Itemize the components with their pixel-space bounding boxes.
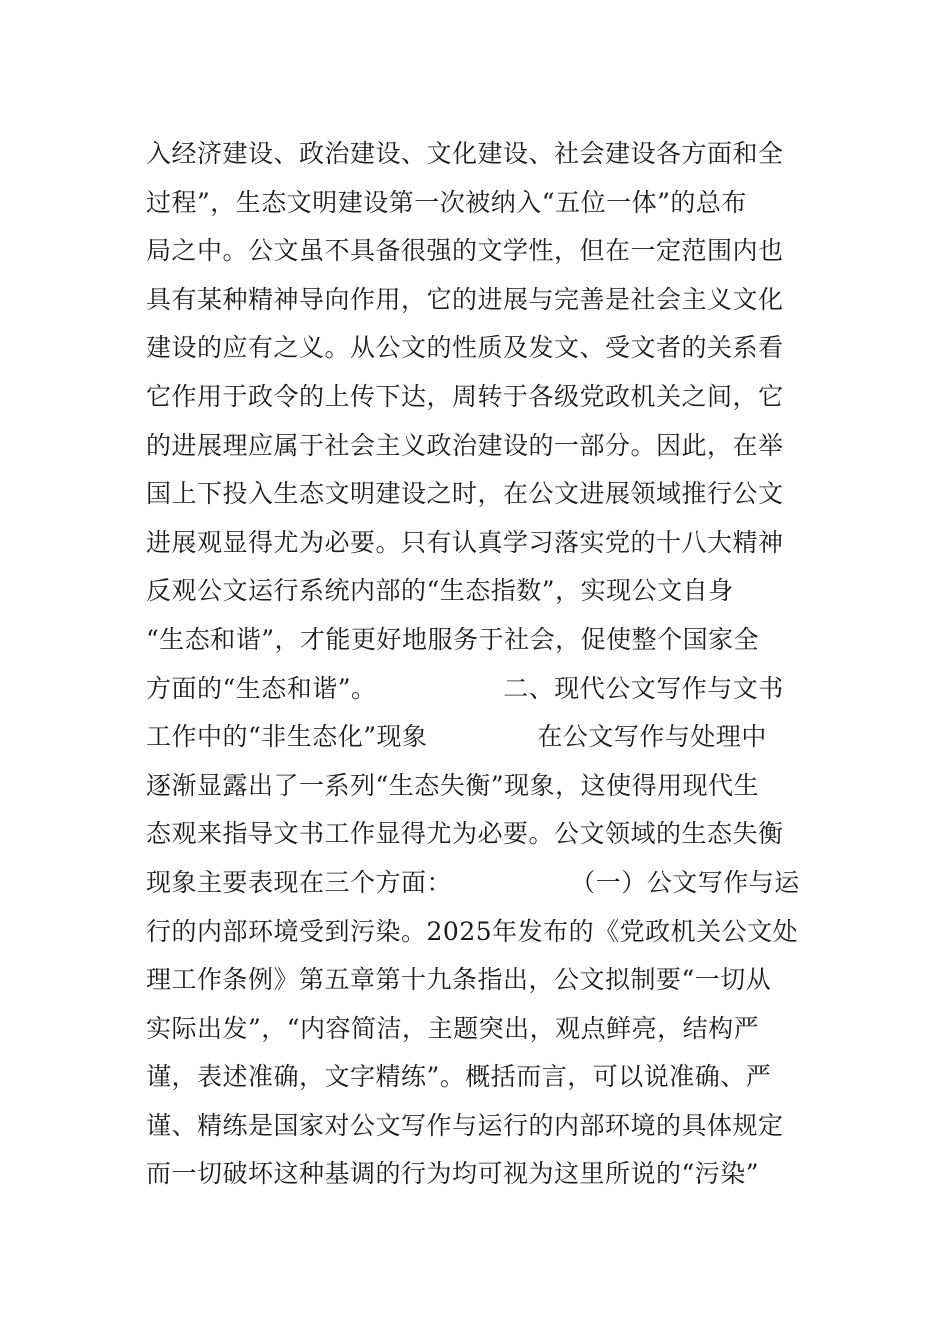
text-line: 进展观显得尤为必要。只有认真学习落实党的十八大精神: [146, 527, 784, 557]
text-line: 实际出发”，“内容简洁，主题突出，观点鲜亮，结构严: [146, 1013, 760, 1043]
text-line: 态观来指导文书工作显得尤为必要。公文领域的生态失衡: [146, 819, 784, 849]
text-line: 方面的“生态和谐”。 二、现代公文写作与文书: [146, 673, 784, 703]
text-line: 局之中。公文虽不具备很强的文学性，但在一定范围内也: [146, 236, 784, 266]
text-line: 现象主要表现在三个方面： （一）公文写作与运: [146, 867, 800, 897]
text-line: 谨、精练是国家对公文写作与运行的内部环境的具体规定: [146, 1110, 784, 1140]
text-line: 谨，表述准确，文字精练”。概括而言，可以说准确、严: [146, 1062, 772, 1092]
text-line: 它作用于政令的上传下达，周转于各级党政机关之间，它: [146, 381, 784, 411]
text-line: 过程”，生态文明建设第一次被纳入“五位一体”的总布: [146, 187, 747, 217]
text-line: 入经济建设、政治建设、文化建设、社会建设各方面和全: [146, 139, 784, 168]
body-text: [146, 130, 816, 1199]
text-line: 理工作条例》第五章第十九条指出，公文拟制要“一切从: [146, 965, 772, 995]
text-line: 而一切破坏这种基调的行为均可视为这里所说的“污染”: [146, 1159, 760, 1189]
text-line: 反观公文运行系统内部的“生态指数”，实现公文自身: [146, 576, 734, 606]
text-line: 国上下投入生态文明建设之时，在公文进展领域推行公文: [146, 479, 784, 509]
text-line: 建设的应有之义。从公文的性质及发文、受文者的关系看: [146, 333, 784, 363]
text-line: 具有某种精神导向作用，它的进展与完善是社会主义文化: [146, 284, 784, 314]
text-line: 的进展理应属于社会主义政治建设的一部分。因此，在举: [146, 430, 784, 460]
text-line: 工作中的“非生态化”现象 在公文写作与处理中: [146, 722, 767, 752]
text-line: “生态和谐”，才能更好地服务于社会，促使整个国家全: [146, 624, 760, 654]
text-line: 逐渐显露出了一系列“生态失衡”现象，这使得用现代生: [146, 770, 760, 800]
text-line: 行的内部环境受到污染。2025年发布的《党政机关公文处: [146, 916, 799, 946]
